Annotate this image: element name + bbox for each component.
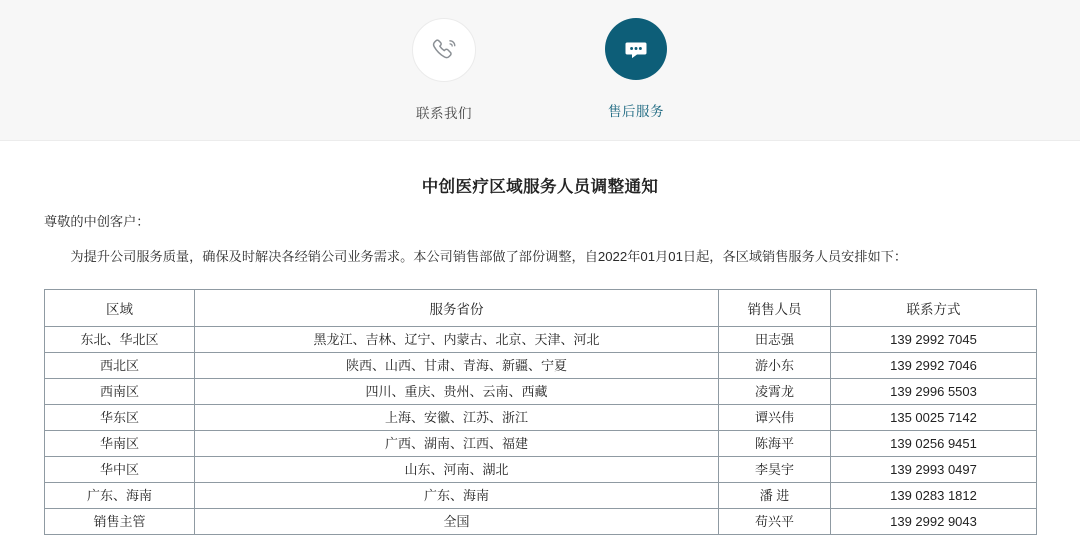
nav-item-list <box>0 0 1080 122</box>
page-title: 中创医疗区域服务人员调整通知 <box>421 178 659 196</box>
cell-contact: 139 2992 7046 <box>831 353 1037 379</box>
salutation-text: 尊敬的中创客户： <box>44 214 150 229</box>
cell-provinces: 四川、重庆、贵州、云南、西藏 <box>195 379 719 405</box>
cell-salesperson: 陈海平 <box>719 431 831 457</box>
cell-region: 华中区 <box>45 457 195 483</box>
cell-salesperson: 凌霄龙 <box>719 379 831 405</box>
cell-contact: 139 0283 1812 <box>831 483 1037 509</box>
cell-provinces: 广东、海南 <box>195 483 719 509</box>
cell-provinces: 陕西、山西、甘肃、青海、新疆、宁夏 <box>195 353 719 379</box>
cell-provinces: 广西、湖南、江西、福建 <box>195 431 719 457</box>
cell-region: 销售主管 <box>45 509 195 535</box>
nav-item-contact-us-label: 联系我们 <box>416 106 472 121</box>
cell-salesperson: 游小东 <box>719 353 831 379</box>
table-row <box>45 379 1037 405</box>
cell-salesperson: 潘 进 <box>719 483 831 509</box>
phone-ring-icon-circle[interactable] <box>412 18 476 82</box>
cell-region: 西南区 <box>45 379 195 405</box>
table-row <box>45 457 1037 483</box>
cell-region: 西北区 <box>45 353 195 379</box>
cell-region: 华南区 <box>45 431 195 457</box>
column-header-region: 区域 <box>45 290 195 327</box>
cell-contact: 139 2993 0497 <box>831 457 1037 483</box>
cell-salesperson: 谭兴伟 <box>719 405 831 431</box>
cell-contact: 135 0025 7142 <box>831 405 1037 431</box>
table-header-row <box>45 290 1037 327</box>
nav-item-after-sales[interactable] <box>580 18 692 122</box>
column-header-salesperson: 销售人员 <box>719 290 831 327</box>
table-row <box>45 327 1037 353</box>
cell-region: 广东、海南 <box>45 483 195 509</box>
cell-salesperson: 李昊宇 <box>719 457 831 483</box>
nav-item-after-sales-label: 售后服务 <box>608 104 664 119</box>
document-body <box>0 173 1080 535</box>
cell-salesperson: 田志强 <box>719 327 831 353</box>
cell-provinces: 山东、河南、湖北 <box>195 457 719 483</box>
cell-contact: 139 2992 7045 <box>831 327 1037 353</box>
table-header <box>45 290 1037 327</box>
table-row <box>45 353 1037 379</box>
nav-item-contact-us[interactable] <box>388 18 500 122</box>
notice-paragraph: 为提升公司服务质量，确保及时解决各经销公司业务需求。本公司销售部做了部份调整，自2022年01月01日起，各区域销售服务人员安排如下： <box>70 249 908 265</box>
table-row <box>45 509 1037 535</box>
cell-salesperson: 苟兴平 <box>719 509 831 535</box>
cell-contact: 139 0256 9451 <box>831 431 1037 457</box>
cell-provinces: 上海、安徽、江苏、浙江 <box>195 405 719 431</box>
column-header-contact: 联系方式 <box>831 290 1037 327</box>
regional-contacts-table <box>44 289 1037 535</box>
cell-provinces: 黑龙江、吉林、辽宁、内蒙古、北京、天津、河北 <box>195 327 719 353</box>
cell-contact: 139 2996 5503 <box>831 379 1037 405</box>
cell-region: 华东区 <box>45 405 195 431</box>
column-header-provinces: 服务省份 <box>195 290 719 327</box>
table-row <box>45 483 1037 509</box>
cell-provinces: 全国 <box>195 509 719 535</box>
cell-region: 东北、华北区 <box>45 327 195 353</box>
table-row <box>45 431 1037 457</box>
table-body <box>45 327 1037 535</box>
cell-contact: 139 2992 9043 <box>831 509 1037 535</box>
table-row <box>45 405 1037 431</box>
chat-bubble-icon-circle[interactable] <box>605 18 667 80</box>
top-nav-band <box>0 0 1080 141</box>
